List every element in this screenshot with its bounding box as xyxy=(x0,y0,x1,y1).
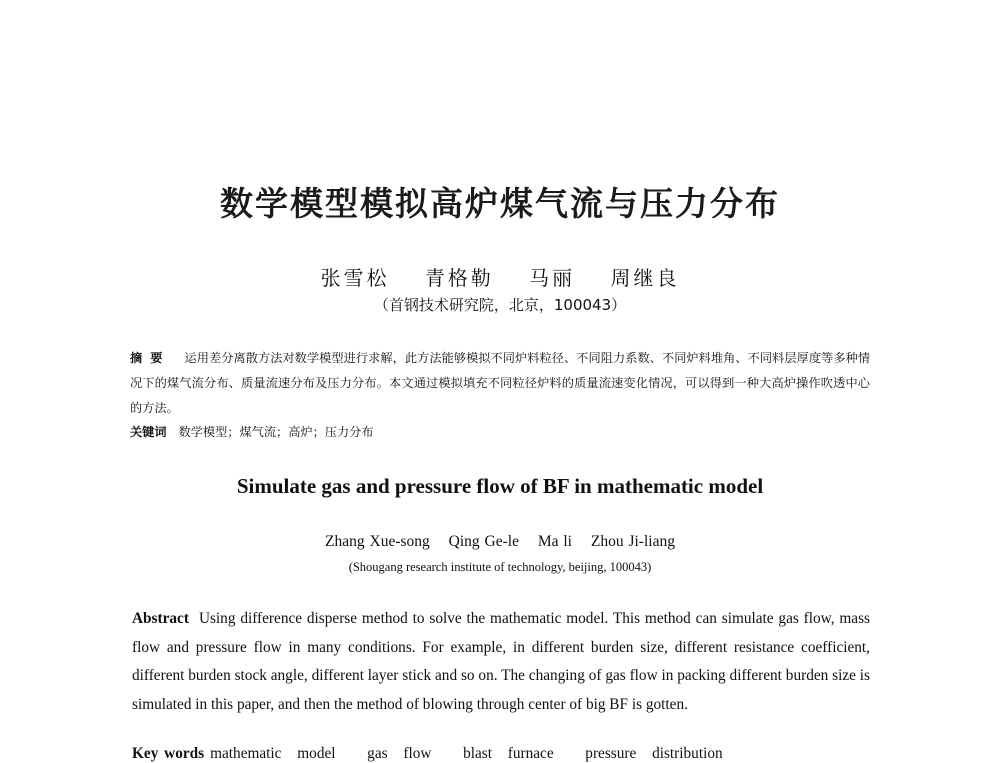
chinese-keywords-text: 数学模型；煤气流；高炉；压力分布 xyxy=(178,425,374,439)
english-abstract-text: Using difference disperse method to solve the mathematic model. This method can simulate gas flow, mass flow and pressure flow in many conditions. For example, in different burden size, different resistance coefficient, different burden stock angle, different layer stick and so on. The changing of gas flow in packing different burden size is simulated in this paper, and then the method of blowing through center of big BF is gotten. xyxy=(132,610,870,713)
chinese-affiliation: （首钢技术研究院，北京，100043） xyxy=(373,296,627,314)
author-cn-1: 张雪松 xyxy=(320,266,390,290)
chinese-keywords xyxy=(130,423,870,440)
english-keywords xyxy=(132,745,870,763)
author-cn-3: 马丽 xyxy=(529,266,576,290)
chinese-abstract-label: 摘要 xyxy=(130,351,171,365)
chinese-title: 数学模型模拟高炉煤气流与压力分布 xyxy=(220,184,780,223)
english-keywords-label: Key words xyxy=(132,745,205,762)
author-en-1: Zhang Xue-song xyxy=(325,533,430,550)
english-keywords-text: mathematic model gas flow blast furnace pressure distribution xyxy=(210,745,723,762)
chinese-keywords-label: 关键词 xyxy=(130,425,167,439)
chinese-abstract-text: 运用差分离散方法对数学模型进行求解，此方法能够模拟不同炉料粒径、不同阻力系数、不同炉料堆角、不同料层厚度等多种情况下的煤气流分布、质量流速分布及压力分布。本文通过模拟填充不同粒径炉料的质量流速变化情况，可以得到一种大高炉操作吹透中心的方法。 xyxy=(130,351,871,415)
author-cn-2: 青格勒 xyxy=(424,266,494,290)
english-affiliation: (Shougang research institute of technology, beijing, 100043) xyxy=(348,560,652,574)
author-en-4: Zhou Ji-liang xyxy=(590,533,675,550)
chinese-abstract xyxy=(130,346,870,421)
chinese-authors xyxy=(0,262,1000,291)
author-en-3: Ma li xyxy=(537,533,572,550)
english-abstract-label: Abstract xyxy=(132,610,189,627)
author-en-2: Qing Ge-le xyxy=(448,533,519,550)
english-authors xyxy=(0,533,1000,551)
english-title: Simulate gas and pressure flow of BF in mathematic model xyxy=(236,474,764,498)
author-cn-4: 周继良 xyxy=(610,266,680,290)
english-abstract xyxy=(132,605,870,719)
